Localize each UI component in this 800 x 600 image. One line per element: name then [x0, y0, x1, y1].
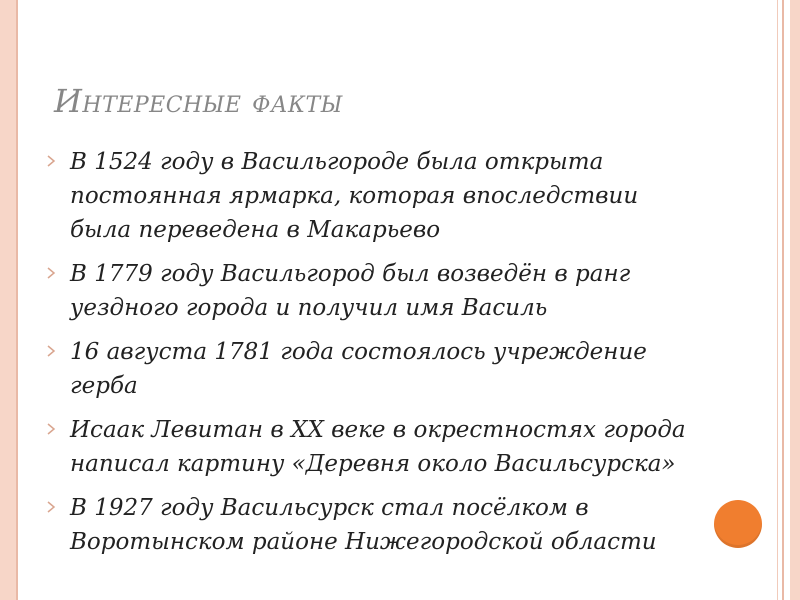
left-border-line	[16, 0, 18, 600]
bullet-arrow-icon	[46, 345, 56, 357]
left-border	[0, 0, 16, 600]
list-item	[46, 491, 706, 559]
list-item-text: 16 августа 1781 года состоялось учреждение герба	[70, 339, 647, 399]
right-border-line	[782, 0, 784, 600]
right-border-line-inner	[777, 0, 778, 600]
list-item-text: В 1779 году Васильгород был возведён в ранг уездного города и получил имя Василь	[70, 261, 631, 321]
bullet-arrow-icon	[46, 155, 56, 167]
bullet-list	[46, 145, 706, 569]
decor-circle-icon	[714, 500, 762, 548]
bullet-arrow-icon	[46, 423, 56, 435]
list-item-text: Исаак Левитан в XX веке в окрестностях города написал картину «Деревня около Васильсурска»	[70, 417, 686, 477]
list-item	[46, 413, 706, 481]
list-item-text: В 1524 году в Васильгороде была открыта постоянная ярмарка, которая впоследствии была переведена в Макарьево	[70, 149, 639, 243]
bullet-arrow-icon	[46, 501, 56, 513]
list-item	[46, 335, 706, 403]
list-item	[46, 257, 706, 325]
slide-title: Интересные факты	[54, 82, 343, 120]
right-border	[790, 0, 800, 600]
list-item	[46, 145, 706, 247]
bullet-arrow-icon	[46, 267, 56, 279]
list-item-text: В 1927 году Васильсурск стал посёлком в Воротынском районе Нижегородской области	[70, 495, 657, 555]
